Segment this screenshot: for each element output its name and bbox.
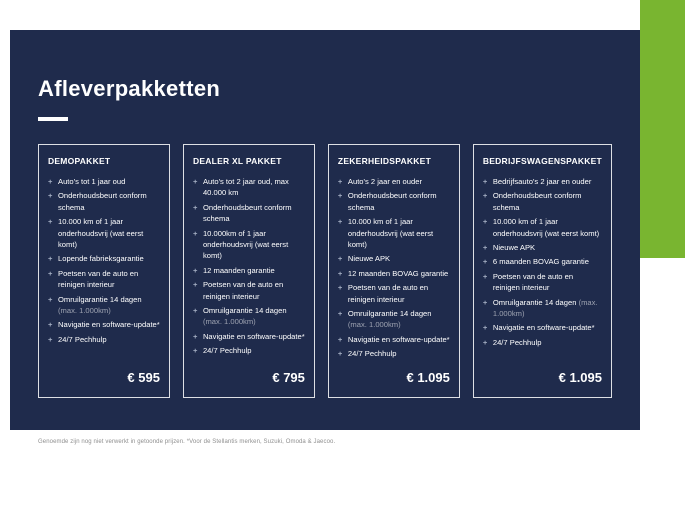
feature-item — [338, 190, 450, 213]
plus-icon: + — [337, 254, 343, 264]
package-price: € 795 — [272, 370, 305, 385]
feature-body — [58, 334, 107, 345]
content-panel — [10, 30, 640, 430]
title-underline — [38, 117, 68, 121]
feature-body — [203, 305, 305, 328]
feature-body — [58, 176, 125, 187]
feature-text: Omruilgarantie 14 dagen — [202, 305, 287, 315]
plus-icon: + — [192, 346, 198, 356]
plus-icon: + — [48, 268, 53, 278]
feature-item — [193, 345, 305, 356]
feature-body — [348, 176, 422, 187]
plus-icon: + — [48, 294, 53, 304]
feature-body — [348, 308, 450, 331]
feature-item — [48, 216, 160, 250]
package-name: BEDRIJFSWAGENSPAKKET — [482, 156, 602, 166]
green-accent-bar — [640, 0, 685, 258]
feature-body — [203, 331, 305, 342]
package-price: € 1.095 — [558, 370, 602, 385]
feature-body — [348, 348, 397, 359]
package-card — [473, 144, 612, 398]
feature-item — [193, 331, 305, 342]
feature-text: 24/7 Pechhulp — [492, 337, 542, 347]
feature-item — [193, 305, 305, 328]
plus-icon: + — [337, 334, 343, 344]
feature-body — [203, 345, 252, 356]
plus-icon: + — [48, 320, 53, 330]
feature-item — [483, 337, 602, 348]
plus-icon: + — [337, 217, 343, 227]
feature-text: 10.000 km of 1 jaar onderhoudsvrij (wat eerst komt) — [58, 217, 144, 249]
feature-text: 24/7 Pechhulp — [58, 334, 107, 344]
feature-item — [48, 319, 160, 330]
feature-text: Navigatie en software-update* — [347, 334, 450, 344]
feature-body — [493, 271, 602, 294]
feature-body — [493, 216, 602, 239]
feature-text: Poetsen van de auto en reinigen interieur — [492, 271, 574, 293]
feature-body — [348, 268, 448, 279]
feature-body — [493, 297, 602, 320]
plus-icon: + — [337, 283, 343, 293]
plus-icon: + — [482, 257, 488, 267]
feature-text: 10.000 km of 1 jaar onderhoudsvrij (wat eerst komt) — [347, 217, 434, 249]
feature-body — [493, 256, 589, 267]
feature-item — [483, 322, 602, 333]
feature-text: Bedrijfsauto's 2 jaar en ouder — [492, 177, 592, 186]
feature-text: 24/7 Pechhulp — [202, 346, 252, 356]
plus-icon: + — [192, 305, 198, 315]
package-name: DEMOPAKKET — [48, 156, 111, 166]
feature-body — [58, 319, 160, 330]
feature-item — [338, 308, 450, 331]
feature-list — [338, 176, 450, 362]
footnote: Genoemde zijn nog niet verwerkt in getoonde prijzen. *Voor de Stellantis merken, Suzuki, Omoda & Jaecoo. — [38, 439, 336, 445]
feature-item — [338, 253, 450, 264]
plus-icon: + — [482, 297, 488, 307]
plus-icon: + — [48, 334, 53, 344]
feature-text: Nieuwe APK — [347, 254, 391, 264]
package-price: € 1.095 — [406, 370, 450, 385]
feature-body — [348, 216, 450, 250]
plus-icon: + — [482, 271, 488, 281]
package-price: € 595 — [127, 370, 160, 385]
feature-text: 10.000km of 1 jaar onderhoudsvrij (wat eerst komt) — [202, 228, 289, 261]
feature-item — [483, 297, 602, 320]
feature-note: (max. 1.000km) — [347, 320, 401, 330]
feature-body — [348, 190, 450, 213]
feature-text: Poetsen van de auto en reinigen interieur — [202, 280, 284, 301]
feature-item — [483, 271, 602, 294]
feature-text: 6 maanden BOVAG garantie — [492, 257, 589, 267]
plus-icon: + — [337, 268, 343, 278]
feature-item — [193, 228, 305, 262]
plus-icon: + — [192, 202, 198, 212]
feature-body — [348, 253, 390, 264]
feature-text: Omruilgarantie 14 dagen — [347, 308, 432, 318]
feature-item — [338, 216, 450, 250]
feature-text: Onderhoudsbeurt conform schema — [58, 191, 147, 212]
feature-item — [338, 176, 450, 187]
feature-item — [48, 268, 160, 291]
feature-item — [48, 294, 160, 317]
feature-body — [203, 279, 305, 302]
plus-icon: + — [482, 323, 488, 333]
feature-note: (max. 1.000km) — [202, 317, 256, 327]
feature-list — [193, 176, 305, 359]
page-title: Afleverpakketten — [38, 76, 221, 101]
plus-icon: + — [482, 217, 488, 227]
feature-body — [58, 190, 160, 213]
plus-icon: + — [192, 177, 198, 186]
package-name: ZEKERHEIDSPAKKET — [337, 156, 432, 166]
package-card — [38, 144, 170, 398]
plus-icon: + — [337, 308, 343, 318]
feature-note: (max. 1.000km) — [58, 305, 111, 315]
plus-icon: + — [482, 177, 488, 186]
feature-body — [493, 337, 542, 348]
feature-text: Omruilgarantie 14 dagen — [492, 297, 577, 307]
feature-text: Omruilgarantie 14 dagen — [58, 294, 142, 304]
feature-body — [58, 294, 160, 317]
plus-icon: + — [482, 242, 488, 252]
feature-item — [483, 176, 602, 187]
feature-text: Auto's 2 jaar en ouder — [347, 177, 422, 186]
plus-icon: + — [192, 280, 198, 290]
feature-text: Onderhoudsbeurt conform schema — [492, 191, 582, 212]
feature-text: Navigatie en software-update* — [202, 331, 305, 341]
feature-item — [48, 253, 160, 264]
plus-icon: + — [192, 265, 198, 275]
feature-body — [348, 282, 450, 305]
feature-text: Auto's tot 2 jaar oud, max 40.000 km — [202, 177, 289, 198]
feature-item — [483, 216, 602, 239]
plus-icon: + — [482, 337, 488, 347]
feature-text: Onderhoudsbeurt conform schema — [202, 202, 292, 224]
feature-item — [483, 256, 602, 267]
feature-body — [493, 322, 595, 333]
plus-icon: + — [337, 191, 343, 201]
feature-body — [348, 334, 450, 345]
plus-icon: + — [48, 177, 53, 186]
feature-item — [48, 334, 160, 345]
feature-item — [48, 190, 160, 213]
package-card — [328, 144, 460, 398]
feature-text: Nieuwe APK — [492, 242, 536, 252]
feature-text: 24/7 Pechhulp — [347, 349, 397, 359]
plus-icon: + — [48, 191, 53, 201]
feature-text: 10.000 km of 1 jaar onderhoudsvrij (wat eerst komt) — [492, 217, 600, 238]
feature-body — [58, 268, 160, 291]
feature-item — [338, 348, 450, 359]
package-cards — [38, 144, 612, 398]
plus-icon: + — [482, 191, 488, 201]
feature-body — [493, 176, 592, 187]
feature-list — [483, 176, 602, 351]
feature-item — [338, 268, 450, 279]
feature-list — [48, 176, 160, 348]
plus-icon: + — [192, 331, 198, 341]
feature-body — [58, 253, 144, 264]
feature-item — [193, 279, 305, 302]
plus-icon: + — [192, 228, 198, 238]
feature-item — [483, 190, 602, 213]
feature-text: Auto's tot 1 jaar oud — [58, 177, 126, 186]
feature-item — [338, 282, 450, 305]
plus-icon: + — [337, 349, 343, 359]
feature-text: Poetsen van de auto en reinigen interieur — [347, 283, 429, 304]
feature-body — [493, 242, 535, 253]
plus-icon: + — [337, 177, 343, 186]
feature-text: Onderhoudsbeurt conform schema — [347, 191, 437, 212]
feature-text: Lopende fabrieksgarantie — [58, 254, 144, 264]
feature-note: (max. 1.000km) — [492, 297, 598, 318]
feature-body — [493, 190, 602, 213]
feature-item — [193, 265, 305, 276]
feature-item — [338, 334, 450, 345]
feature-body — [203, 202, 305, 225]
feature-text: Navigatie en software-update* — [58, 320, 160, 330]
feature-text: 12 maanden garantie — [202, 265, 275, 275]
plus-icon: + — [48, 217, 53, 227]
feature-body — [203, 228, 305, 262]
package-name: DEALER XL PAKKET — [192, 156, 282, 166]
feature-body — [58, 216, 160, 250]
plus-icon: + — [48, 254, 53, 264]
feature-body — [203, 265, 275, 276]
feature-text: Navigatie en software-update* — [492, 323, 595, 333]
feature-text: 12 maanden BOVAG garantie — [347, 268, 449, 278]
feature-item — [193, 176, 305, 199]
feature-item — [48, 176, 160, 187]
feature-text: Poetsen van de auto en reinigen interieur — [58, 268, 139, 290]
feature-item — [193, 202, 305, 225]
feature-body — [203, 176, 305, 199]
package-card — [183, 144, 315, 398]
feature-item — [483, 242, 602, 253]
